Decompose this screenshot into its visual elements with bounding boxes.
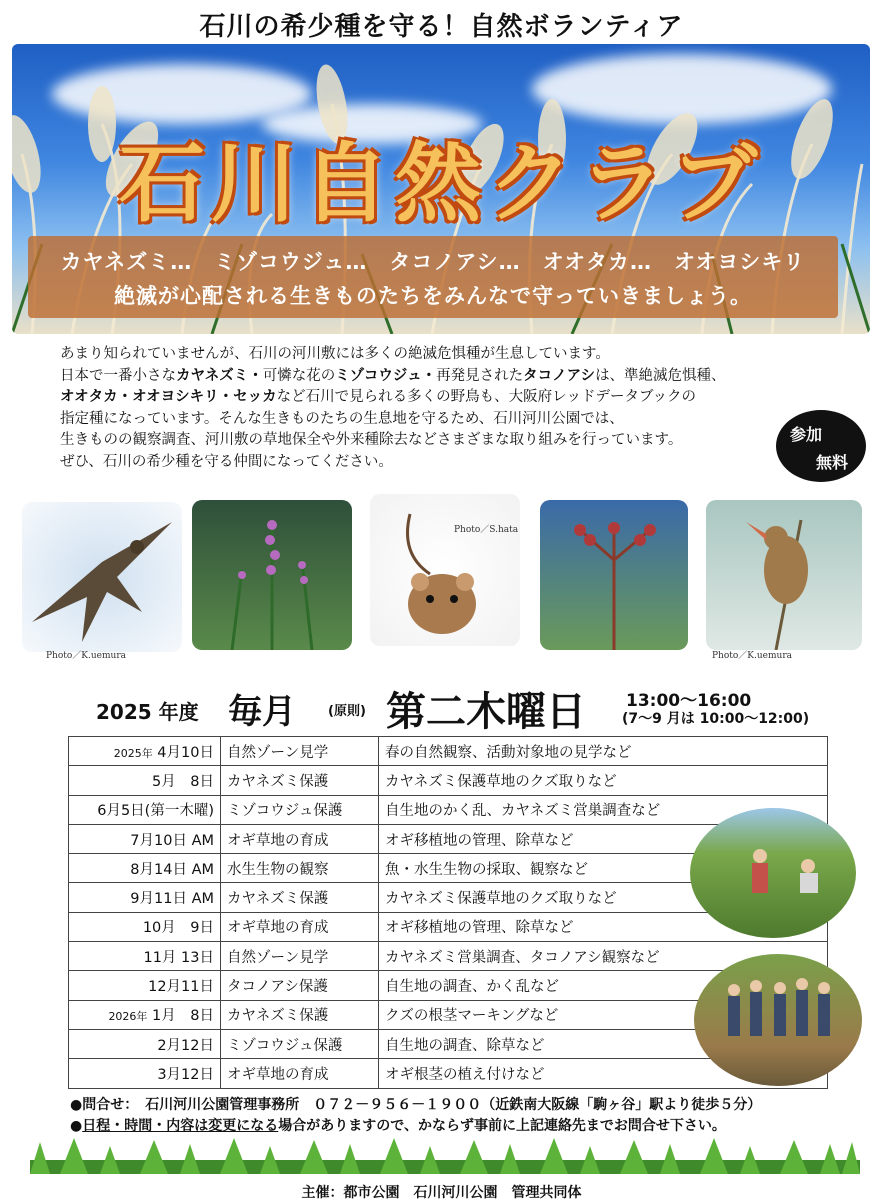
species-list: カヤネズミ… ミゾコウジュ… タコノアシ… オオタカ… オオヨシキリ bbox=[60, 250, 806, 274]
mouse-illustration bbox=[370, 494, 520, 646]
organizer: 主催：都市公園 石川河川公園 管理共同体 bbox=[301, 1185, 582, 1200]
schedule-year: 2026年 bbox=[108, 1010, 148, 1024]
schedule-detail: オギ移植地の管理、除草など bbox=[379, 824, 828, 853]
schedule-program: カヤネズミ保護 bbox=[221, 883, 379, 912]
reed-warbler-photo bbox=[706, 500, 862, 650]
club-title: 石川自然クラブ bbox=[119, 134, 763, 234]
schedule-detail: カヤネズミ営巣調査、タコノアシ観察など bbox=[379, 942, 828, 971]
schedule-program: 自然ゾーン見学 bbox=[221, 737, 379, 766]
frequency-label: 毎月 bbox=[228, 692, 296, 732]
photo-credit: Photo／K.uemura bbox=[712, 651, 793, 661]
harvest-mouse-photo bbox=[370, 494, 520, 646]
schedule-program: カヤネズミ保護 bbox=[221, 1000, 379, 1029]
intro-fragment: 日本で一番小さな bbox=[60, 367, 176, 384]
intro-line: 生きものの観察調査、河川敷の草地保全や外来種除去などさまざまな取り組みを行っています。 bbox=[60, 432, 683, 448]
schedule-detail: 自生地の調査、かく乱など bbox=[379, 971, 828, 1000]
schedule-date bbox=[69, 795, 221, 824]
intro-line: あまり知られていませんが、石川の河川敷には多くの絶滅危惧種が生息しています。 bbox=[60, 346, 610, 362]
badge-line: 無料 bbox=[816, 453, 849, 472]
schedule-row bbox=[69, 766, 828, 795]
takonoashi-photo bbox=[540, 500, 688, 650]
band-message: 絶滅が心配される生きものたちをみんなで守っていきましょう。 bbox=[114, 284, 752, 308]
flyer-subtitle: 石川の希少種を守る！自然ボランティア bbox=[199, 12, 684, 42]
meeting-day: 第二木曜日 bbox=[386, 689, 586, 735]
intro-line bbox=[60, 387, 800, 409]
weeding-activity-photo bbox=[690, 808, 856, 938]
schedule-program: 水生生物の観察 bbox=[221, 854, 379, 883]
photo-credit: Photo／K.uemura bbox=[46, 651, 127, 661]
schedule-day: 12月11日 bbox=[148, 979, 214, 996]
schedule-detail: カヤネズミ保護草地のクズ取りなど bbox=[379, 883, 828, 912]
flower-illustration bbox=[192, 500, 352, 650]
bird-illustration bbox=[706, 500, 862, 650]
species-name: カヤネズミ・ bbox=[176, 367, 263, 384]
hawk-illustration bbox=[22, 502, 182, 652]
schedule-day: 5月 8日 bbox=[152, 773, 214, 790]
schedule-date bbox=[69, 1029, 221, 1058]
schedule-date bbox=[69, 1059, 221, 1088]
schedule-program: ミゾコウジュ保護 bbox=[221, 795, 379, 824]
schedule-program: オギ草地の育成 bbox=[221, 824, 379, 853]
meeting-time: 13:00～16:00 bbox=[626, 691, 752, 711]
schedule-day: 2月12日 bbox=[157, 1037, 214, 1054]
badge-line: 参加 bbox=[790, 425, 823, 444]
schedule-day: 8月14日 AM bbox=[130, 861, 214, 878]
intro-fragment: など石川で見られる多くの野鳥も、大阪府レッドデータブックの bbox=[276, 389, 696, 405]
schedule-program: オギ草地の育成 bbox=[221, 1059, 379, 1088]
fiscal-year: 2025 年度 bbox=[96, 700, 199, 724]
free-participation-badge bbox=[776, 410, 866, 482]
schedule-row bbox=[69, 795, 828, 824]
principle-note: (原則) bbox=[328, 704, 366, 719]
schedule-day: 6月5日(第一木曜) bbox=[97, 803, 214, 820]
group-illustration bbox=[694, 954, 862, 1086]
schedule-detail: オギ根茎の植え付けなど bbox=[379, 1059, 828, 1088]
hawk-photo bbox=[22, 502, 182, 652]
bullet: ● bbox=[70, 1118, 83, 1134]
schedule-date bbox=[69, 1000, 221, 1029]
schedule-year: 2025年 bbox=[113, 746, 153, 760]
schedule-date bbox=[69, 824, 221, 853]
schedule-day: 4月10日 bbox=[152, 744, 214, 761]
notice-emphasis: 日程・時間・内容は変更になる bbox=[82, 1118, 279, 1134]
schedule-date bbox=[69, 912, 221, 941]
schedule-day: 11月 13日 bbox=[143, 949, 214, 966]
schedule-program: オギ草地の育成 bbox=[221, 912, 379, 941]
schedule-date bbox=[69, 766, 221, 795]
schedule-detail: カヤネズミ保護草地のクズ取りなど bbox=[379, 766, 828, 795]
summer-time-note: (7～9 月は 10:00～12:00) bbox=[622, 711, 810, 727]
mizokouju-photo bbox=[192, 500, 352, 650]
schedule-row bbox=[69, 942, 828, 971]
people-illustration bbox=[690, 808, 856, 938]
schedule-date bbox=[69, 883, 221, 912]
contact-info: ●問合せ： 石川河川公園管理事務所 ０７２－９５６－１９００（近鉄南大阪線「駒ヶ谷」駅より徒歩５分） bbox=[70, 1097, 762, 1113]
schedule-day: 10月 9日 bbox=[142, 920, 214, 937]
schedule-day: 9月11日 AM bbox=[130, 891, 214, 908]
schedule-detail: 春の自然観察、活動対象地の見学など bbox=[379, 737, 828, 766]
schedule-detail: オギ移植地の管理、除草など bbox=[379, 912, 828, 941]
intro-line: 指定種になっています。そんな生きものたちの生息地を守るため、石川河川公園では、 bbox=[60, 410, 624, 427]
group-activity-photo bbox=[694, 954, 862, 1086]
grass-border-decoration bbox=[30, 1138, 860, 1174]
schedule-detail: 自生地のかく乱、カヤネズミ営巣調査など bbox=[379, 795, 828, 824]
intro-fragment: 再発見された bbox=[436, 367, 524, 384]
schedule-detail: クズの根茎マーキングなど bbox=[379, 1000, 828, 1029]
schedule-program: タコノアシ保護 bbox=[221, 971, 379, 1000]
schedule-date bbox=[69, 737, 221, 766]
species-name: タコノアシ bbox=[523, 367, 596, 384]
schedule-detail: 魚・水生生物の採取、観察など bbox=[379, 854, 828, 883]
notice-text: 場合がありますので、かならず事前に上記連絡先までお問合せ下さい。 bbox=[278, 1118, 726, 1134]
intro-line: ぜひ、石川の希少種を守る仲間になってください。 bbox=[60, 453, 393, 470]
schedule-day: 3月12日 bbox=[157, 1066, 214, 1083]
schedule-date bbox=[69, 942, 221, 971]
schedule-date bbox=[69, 854, 221, 883]
change-notice bbox=[70, 1115, 726, 1135]
intro-fragment: 可憐な花の bbox=[262, 367, 336, 384]
intro-fragment: は、準絶滅危惧種、 bbox=[595, 367, 726, 384]
schedule-program: 自然ゾーン見学 bbox=[221, 942, 379, 971]
schedule-day: 1月 8日 bbox=[147, 1008, 214, 1025]
schedule-program: カヤネズミ保護 bbox=[221, 766, 379, 795]
schedule-program: ミゾコウジュ保護 bbox=[221, 1029, 379, 1058]
schedule-day: 7月10日 AM bbox=[130, 832, 214, 849]
photo-credit: Photo／S.hata bbox=[454, 525, 519, 535]
schedule-date bbox=[69, 971, 221, 1000]
schedule-detail: 自生地の調査、除草など bbox=[379, 1029, 828, 1058]
species-name: オオタカ・オオヨシキリ・セッカ bbox=[60, 389, 277, 405]
species-name: ミゾコウジュ・ bbox=[335, 367, 437, 384]
schedule-row bbox=[69, 737, 828, 766]
intro-line bbox=[60, 366, 800, 388]
intro-text bbox=[60, 344, 800, 473]
plant-illustration bbox=[540, 500, 688, 650]
